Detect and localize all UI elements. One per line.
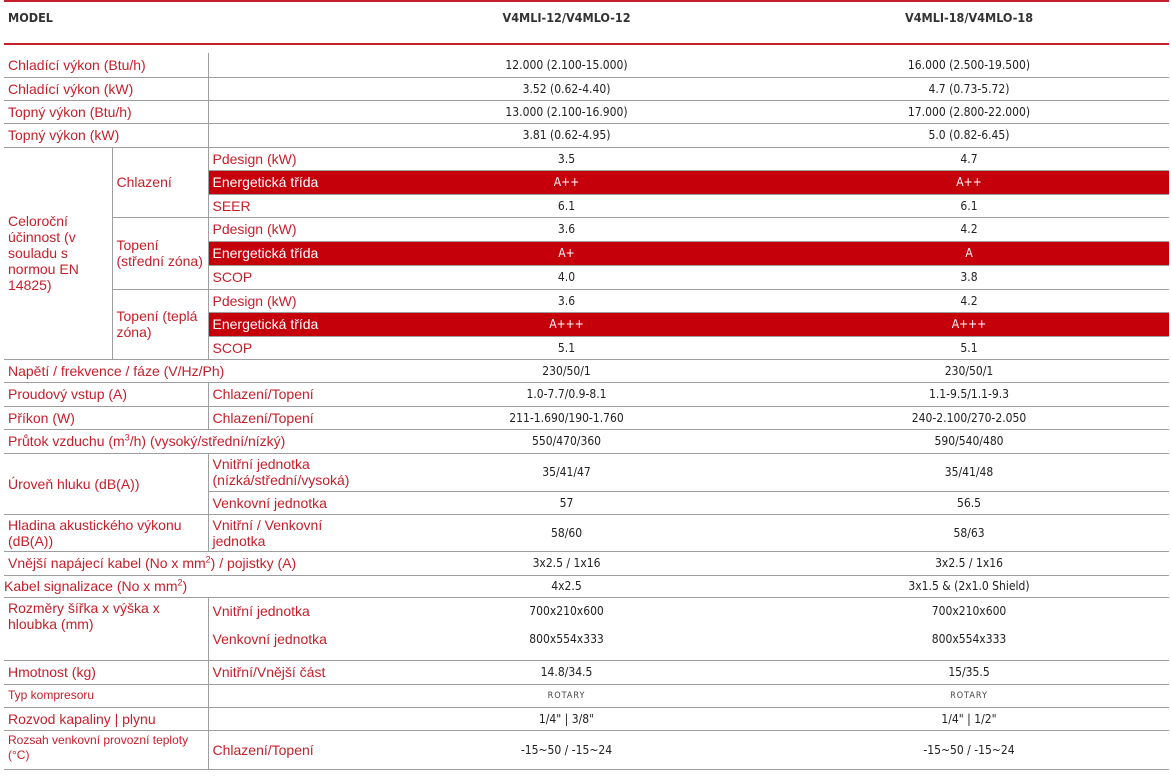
header-row <box>4 1 1169 44</box>
value-col1: 5.1 <box>364 336 769 359</box>
row-label: Rozsah venkovní provozní teploty (°C) <box>4 730 208 769</box>
value-col1: 3.52 (0.62-4.40) <box>364 77 769 100</box>
heating-mid-group-label: Topení (střední zóna) <box>112 217 208 289</box>
value-col2: 1.1-9.5/1.1-9.3 <box>769 382 1169 406</box>
param-label: Pdesign (kW) <box>208 147 364 170</box>
value-col1: 4x2.5 <box>364 575 769 597</box>
param-label: Chlazení/Topení <box>208 730 364 769</box>
value-col1: 3.6 <box>364 289 769 312</box>
label-superscript: 2 <box>205 554 211 565</box>
param-label: Chlazení/Topení <box>208 382 364 406</box>
param-label: Venkovní jednotka <box>208 491 364 514</box>
row-label: Topný výkon (Btu/h) <box>4 100 208 123</box>
value-col1: 1.0-7.7/0.9-8.1 <box>364 382 769 406</box>
row-label: Chladící výkon (kW) <box>4 77 208 100</box>
value-col2: 58/63 <box>769 514 1169 551</box>
row-cooling-kw <box>4 77 1169 100</box>
label-part: ) <box>182 578 188 594</box>
value-col1: 13.000 (2.100-16.900) <box>364 100 769 123</box>
label-part: ) / pojistky (A) <box>210 555 297 571</box>
value-col1: 230/50/1 <box>364 359 769 382</box>
row-label: Hmotnost (kg) <box>4 660 208 684</box>
seasonal-efficiency-label: Celoroční účinnost (v souladu s normou EN 14825) <box>4 147 112 359</box>
value-col2: 5.1 <box>769 336 1169 359</box>
row-label: Napětí / frekvence / fáze (V/Hz/Ph) <box>4 359 364 382</box>
value-col2: 4.2 <box>769 289 1169 312</box>
param-label: Vnitřní jednotka <box>208 597 364 625</box>
row-sound-power <box>4 514 1169 551</box>
value-col1: 1/4" | 3/8" <box>364 707 769 730</box>
noise-label: Úroveň hluku (dB(A)) <box>4 453 208 514</box>
value-col1: A++ <box>364 170 769 194</box>
model-col1-header: V4MLI-12/V4MLO-12 <box>364 1 769 44</box>
value-col2: -15~50 / -15~24 <box>769 730 1169 769</box>
value-col2: A <box>769 241 1169 265</box>
value-col2: 15/35.5 <box>769 660 1169 684</box>
value-col2: 4.2 <box>769 217 1169 241</box>
row-compressor <box>4 684 1169 707</box>
label-part: Průtok vzduchu (m <box>8 433 125 449</box>
value-col1: 211-1.690/190-1.760 <box>364 406 769 429</box>
value-col2: 17.000 (2.800-22.000) <box>769 100 1169 123</box>
value-col1: 3x2.5 / 1x16 <box>364 551 769 575</box>
row-dimensions-indoor <box>4 597 1169 625</box>
label-part: Vnější napájecí kabel (No x mm <box>8 555 206 571</box>
row-operating-temperature <box>4 730 1169 769</box>
value-col2: 35/41/48 <box>769 453 1169 491</box>
row-supply-cable <box>4 551 1169 575</box>
value-col2: 5.0 (0.82-6.45) <box>769 123 1169 147</box>
label-part: Kabel signalizace (No x mm <box>4 578 178 594</box>
param-label: Venkovní jednotka <box>208 625 364 660</box>
row-piping <box>4 707 1169 730</box>
value-col1: 3.6 <box>364 217 769 241</box>
cooling-group-label: Chlazení <box>112 147 208 217</box>
row-label: Příkon (W) <box>4 406 208 429</box>
row-label <box>4 551 364 575</box>
param-label: Vnitřní jednotka (nízká/střední/vysoká) <box>208 453 364 491</box>
row-airflow <box>4 429 1169 453</box>
model-header: MODEL <box>4 1 364 44</box>
row-label: Typ kompresoru <box>4 684 208 707</box>
row-signal-cable <box>4 575 1169 597</box>
row-heating-btu <box>4 100 1169 123</box>
value-col1: 800x554x333 <box>364 625 769 660</box>
value-col1: A+++ <box>364 312 769 336</box>
param-label: Energetická třída <box>208 170 364 194</box>
row-current <box>4 382 1169 406</box>
value-col2: 700x210x600 <box>931 604 1007 619</box>
value-col1: A+ <box>364 241 769 265</box>
row-label: Proudový vstup (A) <box>4 382 208 406</box>
value-col1: 6.1 <box>364 194 769 217</box>
row-label: Topný výkon (kW) <box>4 123 208 147</box>
value-col1: 57 <box>364 491 769 514</box>
param-label: Energetická třída <box>208 241 364 265</box>
row-power <box>4 406 1169 429</box>
param-label: Vnitřní/Vnější část <box>208 660 364 684</box>
value-col2: 4.7 <box>769 147 1169 170</box>
value-col1: 3.81 (0.62-4.95) <box>364 123 769 147</box>
row-weight <box>4 660 1169 684</box>
value-col2: 6.1 <box>769 194 1169 217</box>
value-col1: 58/60 <box>364 514 769 551</box>
value-col2: 16.000 (2.500-19.500) <box>769 53 1169 77</box>
value-col2: A++ <box>769 170 1169 194</box>
row-label: Rozvod kapaliny | plynu <box>4 707 208 730</box>
value-col2: 1/4" | 1/2" <box>769 707 1169 730</box>
value-col2: 56.5 <box>769 491 1169 514</box>
dimensions-label: Rozměry šířka x výška x hloubka (mm) <box>4 597 208 660</box>
model-col2-header: V4MLI-18/V4MLO-18 <box>769 1 1169 44</box>
value-col1: 3.5 <box>364 147 769 170</box>
param-label: Pdesign (kW) <box>208 217 364 241</box>
value-col2: 800x554x333 <box>769 625 1169 660</box>
label-superscript: 3 <box>124 432 130 443</box>
row-label: Chladící výkon (Btu/h) <box>4 53 208 77</box>
row-heating-warm-pdesign <box>4 289 1169 312</box>
value-col2: 3x1.5 & (2x1.0 Shield) <box>769 575 1169 597</box>
row-cooling-pdesign <box>4 147 1169 170</box>
value-col2: 590/540/480 <box>769 429 1169 453</box>
value-col2: A+++ <box>769 312 1169 336</box>
row-voltage <box>4 359 1169 382</box>
value-col2: 3.8 <box>769 265 1169 289</box>
row-noise-indoor <box>4 453 1169 491</box>
value-col2: 3x2.5 / 1x16 <box>769 551 1169 575</box>
value-col2: 230/50/1 <box>769 359 1169 382</box>
heating-warm-group-label: Topení (teplá zóna) <box>112 289 208 359</box>
row-cooling-btu <box>4 53 1169 77</box>
param-label: Pdesign (kW) <box>208 289 364 312</box>
row-heating-kw <box>4 123 1169 147</box>
spec-table <box>4 0 1169 770</box>
row-label: Hladina akustického výkonu (dB(A)) <box>4 514 208 551</box>
value-col1: 700x210x600 <box>529 604 604 619</box>
label-part: /h) (vysoký/střední/nízký) <box>129 433 286 449</box>
value-col2: 4.7 (0.73-5.72) <box>769 77 1169 100</box>
value-col1: 550/470/360 <box>364 429 769 453</box>
label-superscript: 2 <box>177 577 183 588</box>
value-col1: 35/41/47 <box>364 453 769 491</box>
value-col1: -15~50 / -15~24 <box>364 730 769 769</box>
param-label: Vnitřní / Venkovní jednotka <box>208 514 364 551</box>
value-col2: 240-2.100/270-2.050 <box>769 406 1169 429</box>
value-col1: 4.0 <box>364 265 769 289</box>
value-col1: 12.000 (2.100-15.000) <box>364 53 769 77</box>
row-heating-mid-pdesign <box>4 217 1169 241</box>
value-col2: ROTARY <box>769 684 1169 707</box>
param-label: SCOP <box>208 265 364 289</box>
value-col1: 14.8/34.5 <box>364 660 769 684</box>
row-label <box>4 575 364 597</box>
param-label: Chlazení/Topení <box>208 406 364 429</box>
value-col1: ROTARY <box>364 684 769 707</box>
row-label <box>4 429 364 453</box>
param-label: Energetická třída <box>208 312 364 336</box>
param-label: SCOP <box>208 336 364 359</box>
param-label: SEER <box>208 194 364 217</box>
